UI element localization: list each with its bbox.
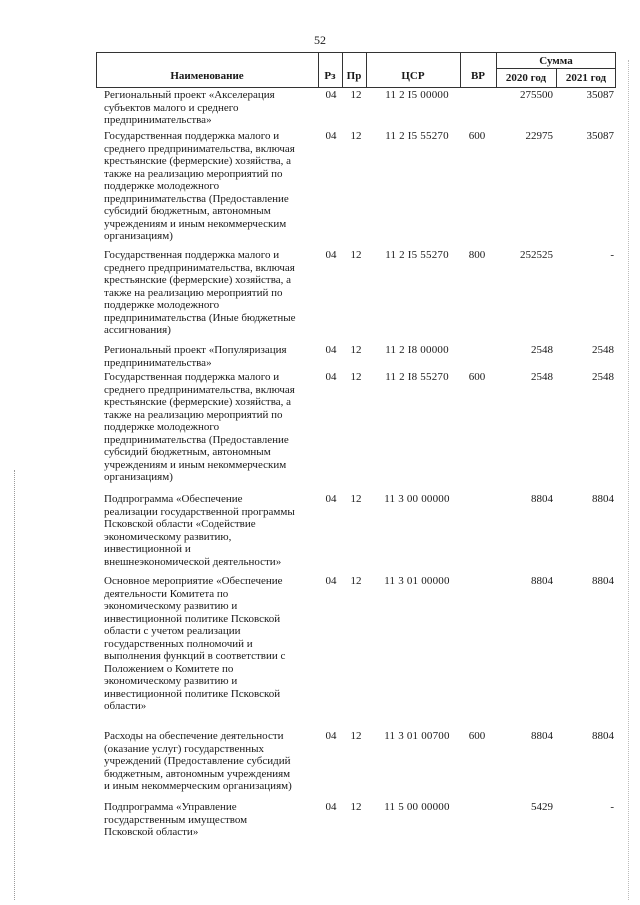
row-pr: 12 (350, 575, 362, 587)
row-pr: 12 (350, 801, 362, 813)
row-sum-2020: 275500 (520, 89, 553, 101)
row-name: Региональный проект «Популяризация предпринимательства» (104, 344, 287, 369)
row-sum-2021: 8804 (592, 575, 614, 587)
row-csr: 11 2 I8 55270 (385, 371, 449, 383)
page-number: 52 (314, 33, 326, 47)
row-sum-2021: 35087 (586, 130, 614, 142)
row-sum-2021: 35087 (586, 89, 614, 101)
row-name: Расходы на обеспечение деятельности (оказание услуг) государственных учреждений (Предоставление субсидий бюджетным, автономным учреждениям и иным некоммерческим организациям) (104, 730, 292, 792)
header-vr: ВР (470, 70, 486, 82)
row-rz: 04 (325, 130, 337, 142)
header-year-2021: 2021 год (565, 72, 607, 84)
row-pr: 12 (350, 89, 362, 101)
header-csr: ЦСР (401, 70, 425, 82)
row-name: Региональный проект «Акселерация субъектов малого и среднего предпринимательства» (104, 89, 275, 126)
row-vr: 800 (468, 249, 486, 261)
row-sum-2021: 2548 (592, 344, 614, 356)
row-sum-2020: 8804 (531, 575, 553, 587)
header-name: Наименование (170, 70, 244, 82)
row-pr: 12 (350, 249, 362, 261)
row-sum-2021: 8804 (592, 730, 614, 742)
row-rz: 04 (325, 493, 337, 505)
row-rz: 04 (325, 575, 337, 587)
row-name: Государственная поддержка малого и среднего предпринимательства, включая крестьянские (фермерские) хозяйства, а также на реализацию мероприятий по поддержке молодежного предпринимательства (Иные бюджетные ассигнования) (104, 249, 296, 336)
row-rz: 04 (325, 801, 337, 813)
row-csr: 11 2 I5 55270 (385, 130, 449, 142)
row-pr: 12 (350, 493, 362, 505)
row-csr: 11 3 01 00000 (384, 575, 450, 587)
row-vr: 600 (468, 730, 486, 742)
row-sum-2020: 22975 (525, 130, 553, 142)
row-sum-2021: - (610, 249, 614, 261)
row-rz: 04 (325, 249, 337, 261)
row-name: Основное мероприятие «Обеспечение деятельности Комитета по экономическому развитию и инвестиционной политике Псковской области с учетом реализации государственных полномочий и выполнения функций в соответствии с Положением о Комитете по экономическому развитию и инвестиционной политике Псковской области» (104, 575, 286, 712)
row-sum-2020: 5429 (531, 801, 553, 813)
row-name: Подпрограмма «Обеспечение реализации государственной программы Псковской области «Содействие экономическому развитию, инвестиционной и внешнеэкономической деятельности» (104, 493, 295, 568)
row-pr: 12 (350, 130, 362, 142)
header-sum: Сумма (539, 55, 573, 67)
header-year-2020: 2020 год (505, 72, 547, 84)
row-sum-2020: 2548 (531, 344, 553, 356)
row-sum-2020: 8804 (531, 493, 553, 505)
row-sum-2021: 8804 (592, 493, 614, 505)
row-csr: 11 2 I8 00000 (385, 344, 449, 356)
row-csr: 11 5 00 00000 (384, 801, 450, 813)
row-rz: 04 (325, 89, 337, 101)
row-rz: 04 (325, 371, 337, 383)
row-pr: 12 (350, 730, 362, 742)
row-sum-2020: 2548 (531, 371, 553, 383)
row-csr: 11 2 I5 55270 (385, 249, 449, 261)
row-vr: 600 (468, 130, 486, 142)
header-rz: Рз (324, 70, 336, 82)
row-csr: 11 3 00 00000 (384, 493, 450, 505)
row-rz: 04 (325, 730, 337, 742)
row-name: Государственная поддержка малого и среднего предпринимательства, включая крестьянские (фермерские) хозяйства, а также на реализацию мероприятий по поддержке молодежного предпринимательства (Предоставление субсидий бюджетным, автономным учреждениям и иным некоммерческим организациям) (104, 371, 295, 483)
row-name: Подпрограмма «Управление государственным имуществом Псковской области» (104, 801, 248, 838)
scan-margin-left (14, 470, 16, 900)
row-sum-2021: - (610, 801, 614, 813)
row-pr: 12 (350, 371, 362, 383)
row-sum-2020: 252525 (520, 249, 553, 261)
row-vr: 600 (468, 371, 486, 383)
row-pr: 12 (350, 344, 362, 356)
row-sum-2020: 8804 (531, 730, 553, 742)
row-sum-2021: 2548 (592, 371, 614, 383)
scan-margin-right (628, 60, 630, 900)
row-csr: 11 2 I5 00000 (385, 89, 449, 101)
row-name: Государственная поддержка малого и среднего предпринимательства, включая крестьянские (фермерские) хозяйства, а также на реализацию мероприятий по поддержке молодежного предпринимательства (Предоставление субсидий бюджетным, автономным учреждениям и иным некоммерческим организациям) (104, 130, 295, 242)
row-rz: 04 (325, 344, 337, 356)
row-csr: 11 3 01 00700 (384, 730, 450, 742)
header-pr: Пр (346, 70, 362, 82)
table-header (96, 52, 616, 88)
